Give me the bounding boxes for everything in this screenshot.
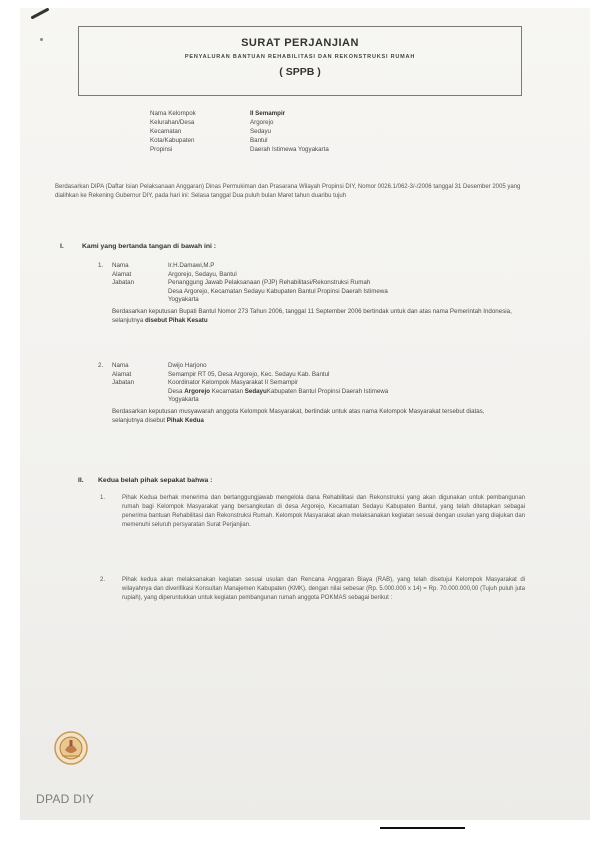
group-info-row bbox=[150, 128, 329, 137]
group-info bbox=[150, 110, 329, 155]
party-1-address-label: Alamat bbox=[112, 270, 132, 278]
group-info-row bbox=[150, 146, 329, 155]
group-info-key: Kelurahan/Desa bbox=[150, 119, 195, 126]
section-1-heading: Kami yang bertanda tangan di bawah ini : bbox=[82, 243, 217, 250]
party-1-name-label: Nama bbox=[112, 262, 129, 269]
party-1-position bbox=[168, 279, 518, 305]
party-2-name: Dwijo Harjono bbox=[168, 362, 207, 369]
party-1-position-line: Yogyakarta bbox=[168, 296, 199, 303]
party-1-designation: disebut Pihak Kesatu bbox=[145, 316, 208, 324]
pen-dot bbox=[40, 38, 43, 41]
party-1-address: Argorejo, Sedayu, Bantul bbox=[168, 270, 237, 278]
group-info-key: Nama Kelompok bbox=[150, 110, 196, 117]
agreement-item-number: 1. bbox=[100, 495, 106, 501]
agreement-item-text: Pihak kedua akan melaksanakan kegiatan sesuai usulan dan Rencana Anggaran Biaya (RAB), yang telah disetujui Kelompok Masyarakat di wilayahnya dan diverifikasi Konsultan Manajemen Kabupaten (KMK), dengan nilai sebesar (Rp. 5.000.000 x 14) = Rp. 70.000.000,00 (Tujuh puluh juta rupiah), yang diperuntukkan untuk kegiatan pembangunan rumah anggota POKMAS sebagai berikut : bbox=[122, 577, 525, 601]
party-2-basis-text: Berdasarkan keputusan musyawarah anggota Kelompok Masyarakat, bertindak untuk atas nama Kelompok Masyarakat tersebut diatas, selanjutnya disebut bbox=[112, 407, 485, 424]
watermark-label: DPAD DIY bbox=[36, 792, 95, 806]
group-info-value: Daerah Istimewa Yogyakarta bbox=[250, 146, 329, 153]
document-title: SURAT PERJANJIAN bbox=[241, 37, 359, 49]
party-2 bbox=[98, 362, 518, 425]
agreement-item bbox=[100, 494, 525, 530]
document-code: ( SPPB ) bbox=[279, 66, 321, 78]
group-info-value: Sedayu bbox=[250, 128, 271, 135]
party-2-position-label: Jabatan bbox=[112, 379, 135, 386]
party-2-position-line: Desa Argorejo Kecamatan SedayuKabupaten Bantul Propinsi Daerah Istimewa bbox=[168, 387, 389, 395]
group-info-row bbox=[150, 137, 329, 146]
party-1-position-line: Penanggung Jawab Pelaksanaan (PJP) Rehabilitasi/Rekonstruksi Rumah bbox=[168, 279, 371, 286]
party-2-position bbox=[168, 379, 518, 405]
section-2-heading: Kedua belah pihak sepakat bahwa : bbox=[98, 477, 213, 484]
party-1-number: 1. bbox=[98, 262, 104, 269]
party-1-name: Ir.H.Damawi,M.P bbox=[168, 262, 215, 269]
document-subtitle: PENYALURAN BANTUAN REHABILITASI DAN REKONSTRUKSI RUMAH bbox=[184, 54, 416, 60]
agreement-item-text: Pihak Kedua berhak menerima dan bertanggungjawab mengelola dana Rehabilitasi dan Rekonstruksi yang akan digunakan untuk pembangunan rumah bagi Kelompok Masyarakat yang bersangkutan di desa Argorejo, Kecamatan Sedayu Kabupaten Bantul, yang telah ditetapkan sebagai penerima bantuan Rehabilitasi dan Rekonstruksi Rumah. Kelompok Masyarakat akan melaksanakan kegiatan sesuai dengan usulan yang diajukan dan memenuhi seluruh persyaratan Surat Perjanjian. bbox=[122, 495, 525, 528]
group-info-value: Argorejo bbox=[250, 119, 274, 126]
agreement-item-number: 2. bbox=[100, 577, 106, 583]
agreement-item bbox=[100, 576, 525, 603]
bottom-rule bbox=[380, 827, 465, 829]
section-2-number: II. bbox=[78, 477, 84, 484]
party-2-name-label: Nama bbox=[112, 362, 129, 369]
dpad-seal-logo bbox=[53, 730, 89, 766]
group-info-row bbox=[150, 110, 329, 119]
party-1 bbox=[98, 262, 518, 325]
party-1-position-line: Desa Argorejo, Kecamatan Sedayu Kabupaten Bantul Propinsi Daerah Istimewa bbox=[168, 287, 388, 295]
party-1-position-label: Jabatan bbox=[112, 279, 135, 286]
party-2-basis bbox=[112, 407, 512, 425]
party-2-address: Semampir RT 05, Desa Argorejo, Kec. Sedayu Kab. Bantul bbox=[168, 370, 330, 378]
group-info-value: II Semampir bbox=[250, 110, 286, 117]
section-1-number: I. bbox=[60, 243, 64, 250]
party-1-basis-text: Berdasarkan keputusan Bupati Bantul Nomor 273 Tahun 2006, tanggal 11 September 2006 bertindak untuk dan atas nama Pemerintah Indonesia, selanjutnya bbox=[112, 307, 512, 324]
group-info-key: Kota/Kabupaten bbox=[150, 137, 195, 144]
party-2-address-label: Alamat bbox=[112, 370, 132, 378]
group-info-value: Bantul bbox=[250, 137, 268, 144]
party-2-position-line: Yogyakarta bbox=[168, 396, 199, 403]
party-2-position-line: Koordinator Kelompok Masyarakat II Semampir bbox=[168, 379, 298, 386]
intro-paragraph: Berdasarkan DIPA (Daftar Isian Pelaksanaan Anggaran) Dinas Permukiman dan Prasarana Wilayah Propinsi DIY, Nomor 0026.1/062-3/-/2006 tanggal 31 Desember 2005 yang dialihkan ke Rekening Gubernur DIY, pada hari ini: Selasa tanggal Dua puluh bulan Maret tahun duaribu tujuh bbox=[55, 184, 521, 199]
group-info-row bbox=[150, 119, 329, 128]
group-info-key: Propinsi bbox=[150, 146, 173, 153]
party-1-basis bbox=[112, 307, 512, 325]
party-2-number: 2. bbox=[98, 362, 104, 369]
group-info-key: Kecamatan bbox=[150, 128, 182, 135]
title-box bbox=[78, 26, 522, 96]
party-2-designation: Pihak Kedua bbox=[166, 416, 204, 424]
